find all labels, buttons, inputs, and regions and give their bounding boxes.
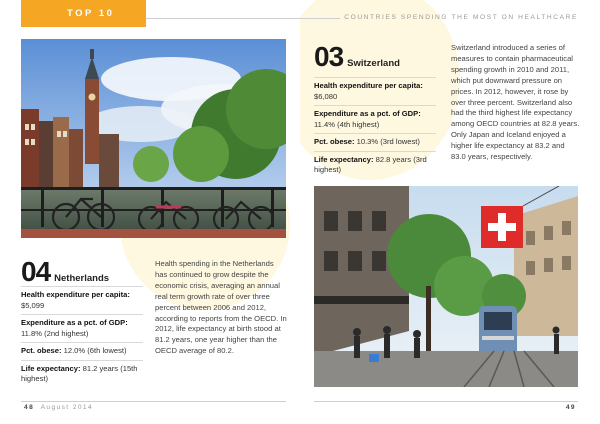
stat-life-expectancy: Life expectancy: 81.2 years (15th highest)	[21, 363, 138, 383]
left-page-number: 48	[24, 404, 35, 411]
switzerland-rank: 03	[314, 41, 344, 72]
netherlands-photo	[21, 39, 286, 238]
header-divider	[146, 18, 300, 19]
switzerland-heading	[314, 43, 400, 71]
switzerland-photo	[314, 186, 578, 387]
stat-obese: Pct. obese: 12.0% (6th lowest)	[21, 343, 143, 361]
footer-divider	[21, 401, 286, 402]
netherlands-body-text: Health spending in the Netherlands has continued to grow despite the economic crisis, averaging an annual real term growth rate of over three percent between 2006 and 2012, according to reports from the OECD. In 2012, life expectancy at birth stood at 81.2 years, one year higher than the OECD average of 80.2.	[155, 259, 287, 356]
footer-left	[24, 404, 93, 411]
footer-divider	[314, 401, 578, 402]
netherlands-country: Netherlands	[54, 273, 110, 284]
netherlands-rank: 04	[21, 256, 51, 287]
right-page	[300, 0, 600, 424]
section-title: COUNTRIES SPENDING THE MOST ON HEALTHCARE	[344, 14, 578, 21]
stat-life-expectancy: Life expectancy: 82.8 years (3rd highest)	[314, 154, 427, 174]
stat-gdp-pct: Expenditure as a pct. of GDP: 11.8% (2nd highest)	[21, 315, 143, 343]
footer-right	[566, 404, 576, 411]
netherlands-stats	[21, 286, 143, 388]
stat-obese: Pct. obese: 10.3% (3rd lowest)	[314, 134, 436, 152]
header-divider-short	[300, 18, 340, 19]
switzerland-stats	[314, 77, 436, 179]
stat-health-expenditure: Health expenditure per capita: $6,080	[314, 78, 436, 106]
issue-date: August 2014	[40, 404, 94, 411]
switzerland-body-text: Switzerland introduced a series of measures to contain pharmaceutical spending growth in 2010 and 2011, which put downward pressure on prices. In 2012, however, it rose by over three percent. Switzerland also had the third highest life expectancy among OECD countries at 82.8 years. Only Japan and Iceland enjoyed a higher life expectancy at 83.2 and 83.0 years, respectively.	[451, 43, 580, 162]
netherlands-heading	[21, 258, 109, 286]
stat-health-expenditure: Health expenditure per capita: $5,099	[21, 287, 143, 315]
top10-tab: TOP 10	[21, 0, 146, 27]
right-page-number: 49	[565, 404, 576, 411]
stat-gdp-pct: Expenditure as a pct. of GDP: 11.4% (4th highest)	[314, 106, 436, 134]
switzerland-country: Switzerland	[347, 58, 400, 69]
